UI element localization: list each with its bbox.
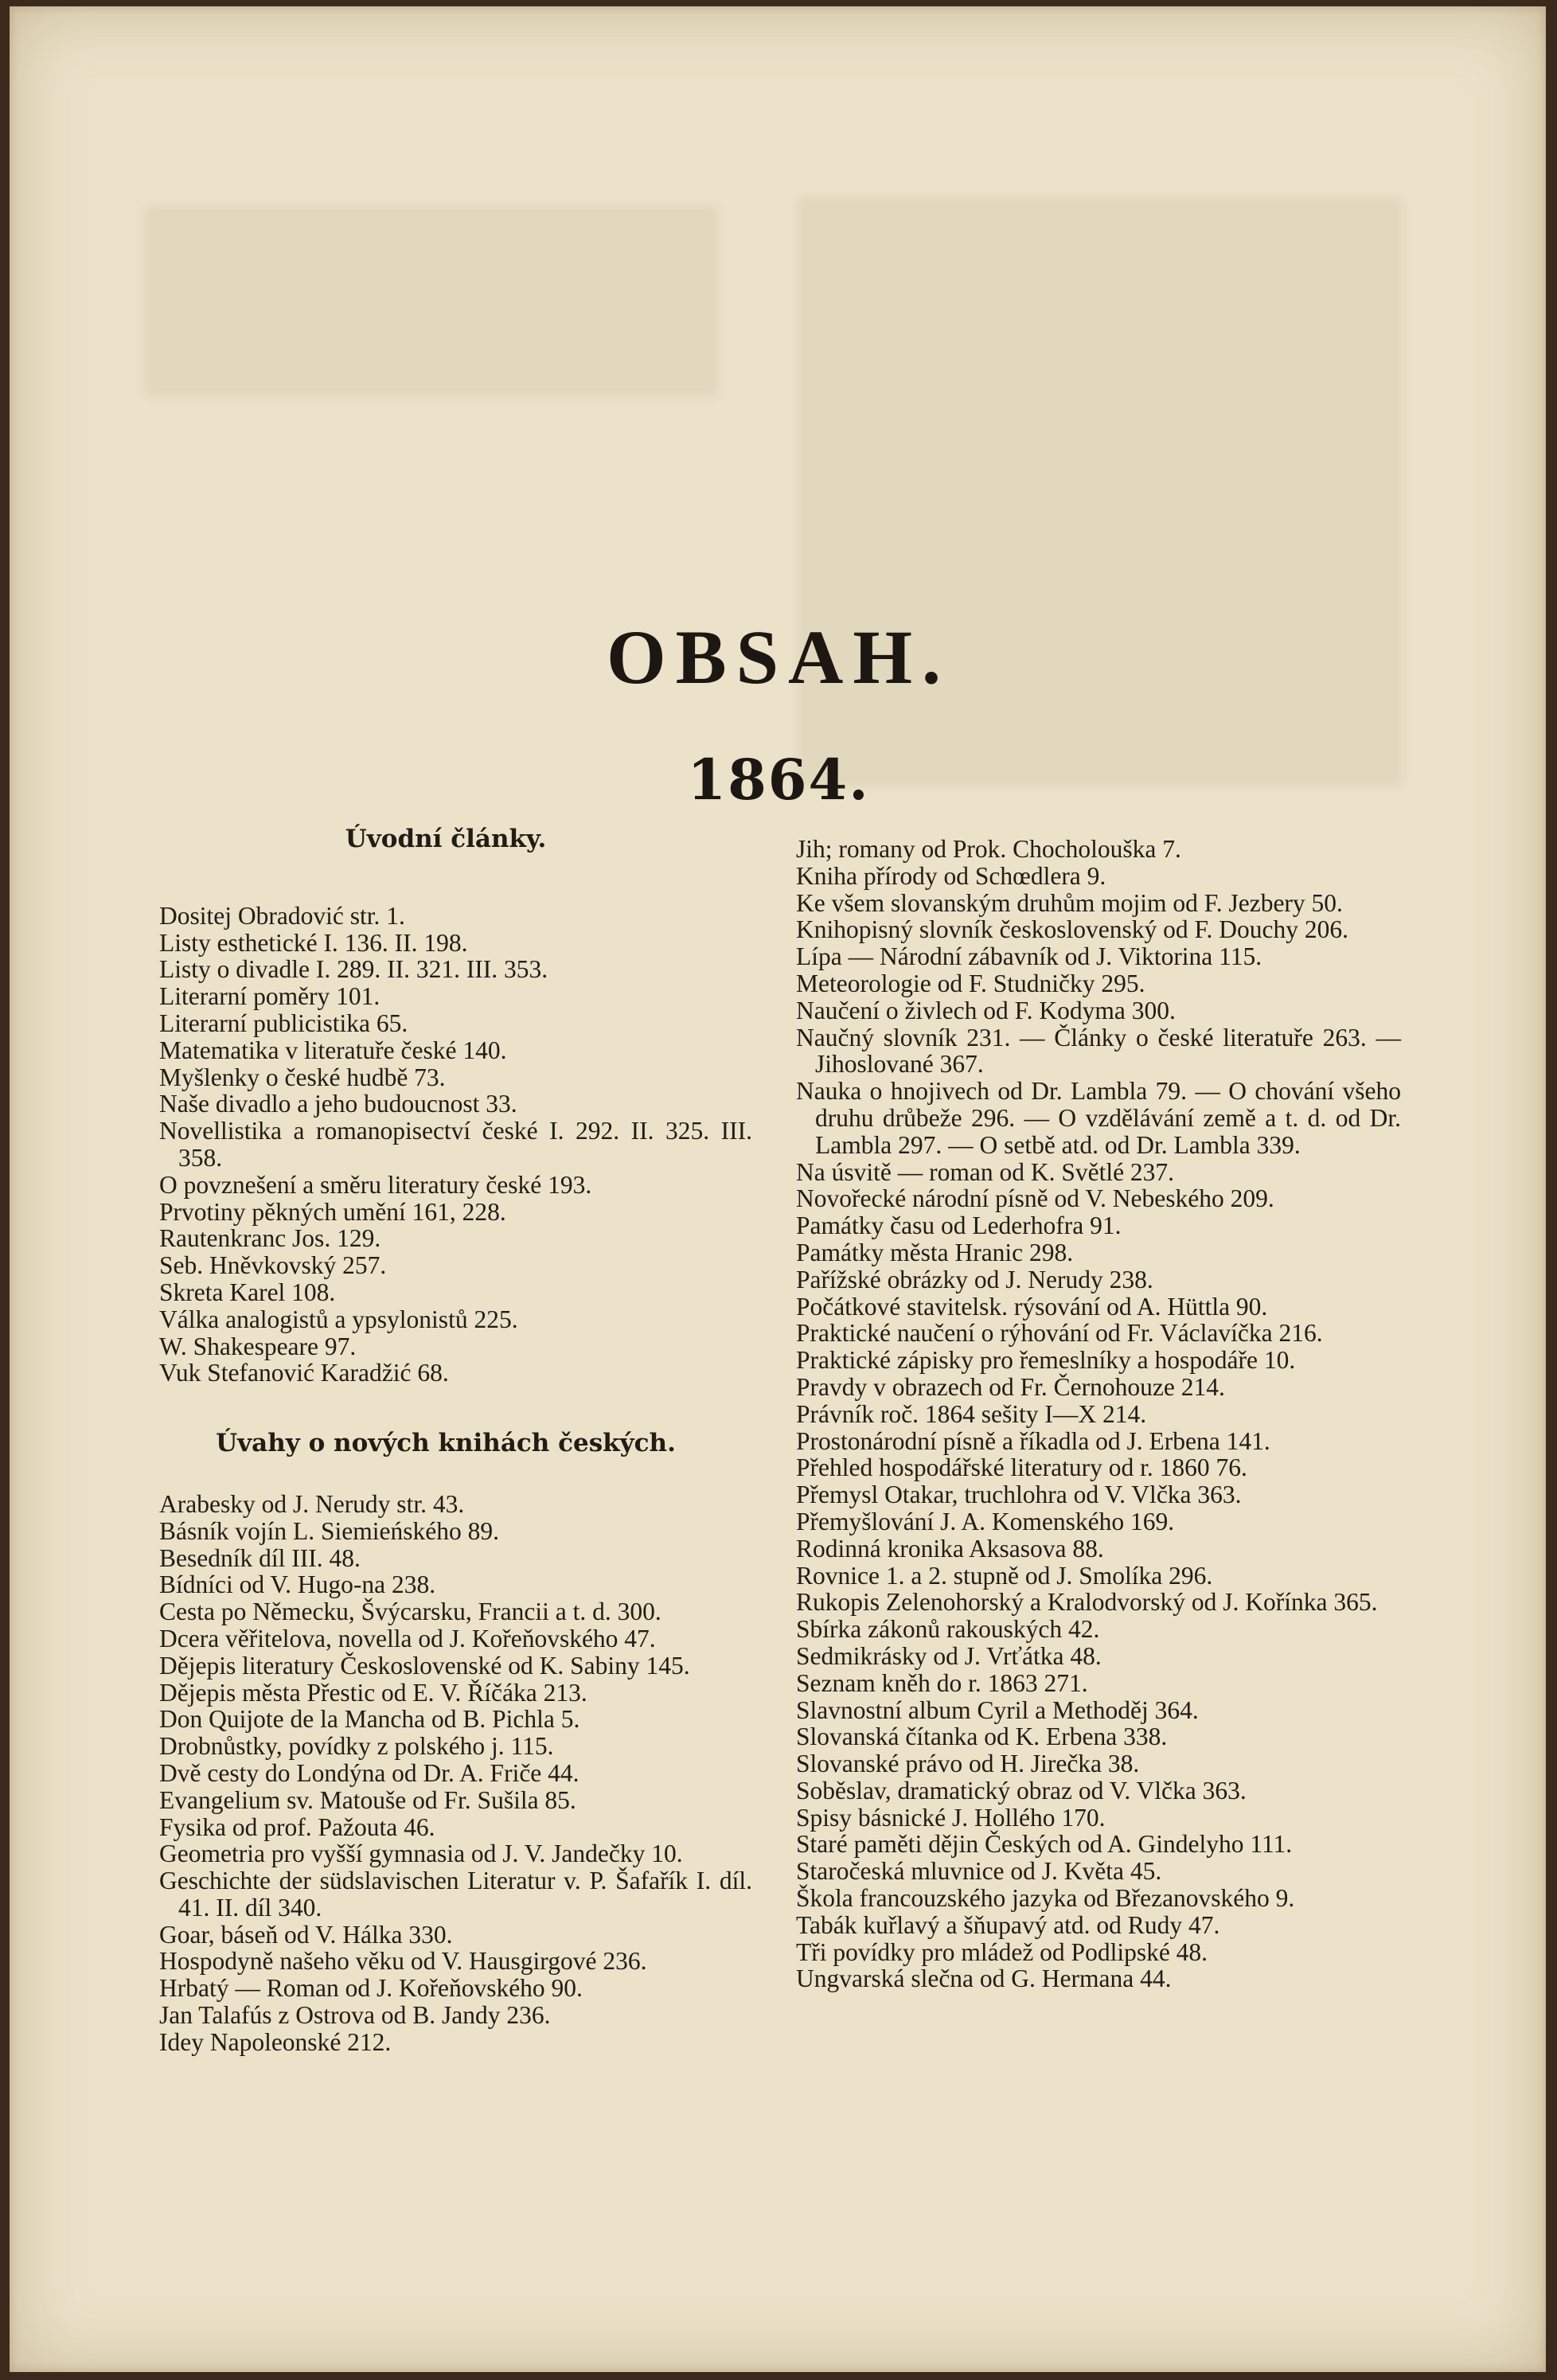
right-column	[796, 836, 1401, 1992]
toc-entry: Slovanské právo od H. Jirečka 38.	[796, 1750, 1140, 1778]
toc-entry: Rautenkranc Jos. 129.	[159, 1224, 381, 1253]
toc-entry: Vuk Stefanović Karadžić 68.	[159, 1359, 449, 1387]
bleed-through-left	[145, 205, 718, 396]
toc-entry: Knihopisný slovník československý od F. Douchy 206.	[796, 915, 1348, 944]
toc-entry: Přemyšlování J. A. Komenského 169.	[796, 1507, 1175, 1535]
toc-entry: Hospodyně našeho věku od V. Hausgirgové 236.	[159, 1947, 647, 1976]
toc-entry: Nauka o hnojivech od Dr. Lambla 79. — O chování všeho druhu drůbeže 296. — O vzdělávání země a t. d. od Dr. Lambla 297. — O setbě atd. od Dr. Lambla 339.	[796, 1077, 1401, 1159]
toc-entry: Pařížské obrázky od J. Nerudy 238.	[796, 1265, 1153, 1293]
section-heading-intro: Úvodní články.	[345, 825, 547, 853]
toc-entry: Počátkové stavitelsk. rýsování od A. Hüttla 90.	[796, 1292, 1268, 1321]
toc-entry: Válka analogistů a ypsylonistů 225.	[159, 1305, 518, 1333]
toc-entry: Prostonárodní písně a říkadla od J. Erbena 141.	[796, 1426, 1270, 1455]
year-heading: 1864.	[687, 747, 870, 813]
toc-entry: Listy esthetické I. 136. II. 198.	[159, 928, 468, 957]
toc-entry: Myšlenky o české hudbě 73.	[159, 1063, 446, 1091]
toc-entry: Kniha přírody od Schœdlera 9.	[796, 861, 1106, 890]
toc-entry: Novořecké národní písně od V. Nebeského 209.	[796, 1184, 1274, 1213]
toc-entry: Škola francouzského jazyka od Březanovského 9.	[796, 1884, 1295, 1913]
toc-entry: Staré paměti dějin Českých od A. Gindelyho 111.	[796, 1830, 1293, 1859]
toc-entry: Seznam kněh do r. 1863 271.	[796, 1668, 1088, 1697]
toc-entry: Spisy básnické J. Hollého 170.	[796, 1803, 1106, 1832]
toc-entry: O povznešení a směru literatury české 193.	[159, 1170, 592, 1199]
toc-entry: Dcera věřitelova, novella od J. Kořeňovského 47.	[159, 1624, 656, 1652]
toc-entry: Praktické naučení o rýhování od Fr. Václavíčka 216.	[796, 1319, 1323, 1348]
toc-entry: Sedmikrásky od J. Vrťátka 48.	[796, 1641, 1102, 1670]
toc-entry: Sbírka zákonů rakouských 42.	[796, 1615, 1100, 1644]
book-reviews-list	[159, 1491, 788, 2056]
toc-entry: Goar, báseň od V. Hálka 330.	[159, 1920, 453, 1949]
book-reviews-list-continued	[796, 836, 1401, 1992]
toc-entry: Besedník díl III. 48.	[159, 1543, 361, 1572]
left-column	[159, 826, 788, 2056]
toc-entry: Jih; romany od Prok. Chocholouška 7.	[796, 835, 1181, 863]
toc-entry: Cesta po Německu, Švýcarsku, Francii a t. d. 300.	[159, 1598, 661, 1626]
toc-entry: Drobnůstky, povídky z polského j. 115.	[159, 1732, 554, 1761]
toc-entry: Idey Napoleonské 212.	[159, 2027, 392, 2056]
toc-entry: Památky města Hranic 298.	[796, 1238, 1074, 1266]
toc-entry: Matematika v literatuře české 140.	[159, 1036, 507, 1064]
toc-entry: Literarní publicistika 65.	[159, 1009, 408, 1037]
toc-entry: Přehled hospodářské literatury od r. 1860 76.	[796, 1453, 1247, 1482]
toc-entry: Skreta Karel 108.	[159, 1278, 336, 1306]
toc-entry: Slavnostní album Cyril a Methoděj 364.	[796, 1695, 1199, 1724]
toc-entry: Na úsvitě — roman od K. Světlé 237.	[796, 1157, 1175, 1186]
toc-entry: Listy o divadle I. 289. II. 321. III. 353.	[159, 955, 548, 984]
toc-entry: Naše divadlo a jeho budoucnost 33.	[159, 1090, 517, 1118]
toc-entry: Dvě cesty do Londýna od Dr. A. Friče 44.	[159, 1758, 579, 1787]
toc-entry: Jan Talafús z Ostrova od B. Jandy 236.	[159, 2001, 551, 2030]
toc-entry: Praktické zápisky pro řemeslníky a hospodáře 10.	[796, 1346, 1296, 1375]
toc-entry: Rodinná kronika Aksasova 88.	[796, 1534, 1104, 1563]
toc-entry: Evangelium sv. Matouše od Fr. Sušila 85.	[159, 1785, 576, 1814]
toc-entry: Bídníci od V. Hugo-na 238.	[159, 1570, 436, 1599]
toc-entry: Soběslav, dramatický obraz od V. Vlčka 363.	[796, 1776, 1247, 1805]
toc-entry: Staročeská mluvnice od J. Květa 45.	[796, 1857, 1162, 1886]
toc-entry: Právník roč. 1864 sešity I—X 214.	[796, 1399, 1147, 1428]
toc-entry: Prvotiny pěkných umění 161, 228.	[159, 1197, 506, 1226]
intro-articles-list	[159, 903, 788, 1387]
toc-entry: Slovanská čítanka od K. Erbena 338.	[796, 1723, 1168, 1751]
toc-entry: Seb. Hněvkovský 257.	[159, 1251, 387, 1280]
toc-entry: Don Quijote de la Mancha od B. Pichla 5.	[159, 1705, 580, 1734]
toc-entry: Meteorologie od F. Studničky 295.	[796, 969, 1145, 997]
toc-entry: Geometria pro vyšší gymnasia od J. V. Jandečky 10.	[159, 1840, 683, 1868]
toc-entry: Památky času od Lederhofra 91.	[796, 1211, 1122, 1240]
toc-entry: Fysika od prof. Pažouta 46.	[159, 1812, 435, 1841]
toc-entry: Přemysl Otakar, truchlohra od V. Vlčka 363.	[796, 1481, 1242, 1509]
toc-entry: Naučení o živlech od F. Kodyma 300.	[796, 996, 1176, 1024]
section-heading-reviews: Úvahy o nových knihách českých.	[216, 1429, 676, 1458]
toc-entry: Rukopis Zelenohorský a Kralodvorský od J. Kořínka 365.	[796, 1588, 1378, 1617]
toc-entry: Tabák kuřlavý a šňupavý atd. od Rudy 47.	[796, 1910, 1220, 1939]
toc-entry: Hrbatý — Roman od J. Kořeňovského 90.	[159, 1974, 583, 2003]
toc-entry: Dějepis literatury Československé od K. Sabiny 145.	[159, 1651, 690, 1680]
page-title: OBSAH.	[606, 615, 951, 700]
toc-entry: Arabesky od J. Nerudy str. 43.	[159, 1489, 465, 1518]
toc-entry: Geschichte der südslavischen Literatur v. P. Šafařík I. díl. 41. II. díl 340.	[159, 1867, 752, 1922]
toc-entry: Dějepis města Přestic od E. V. Říčáka 213.	[159, 1678, 587, 1707]
toc-entry: Tři povídky pro mládež od Podlipské 48.	[796, 1937, 1208, 1966]
toc-entry: W. Shakespeare 97.	[159, 1332, 357, 1360]
toc-entry: Pravdy v obrazech od Fr. Černohouze 214.	[796, 1372, 1225, 1401]
toc-entry: Básník vojín L. Siemieńského 89.	[159, 1516, 499, 1545]
toc-entry: Dositej Obradović str. 1.	[159, 901, 405, 930]
toc-entry: Literarní poměry 101.	[159, 982, 380, 1011]
toc-entry: Ke všem slovanským druhům mojim od F. Jezbery 50.	[796, 888, 1343, 917]
toc-entry: Rovnice 1. a 2. stupně od J. Smolíka 296.	[796, 1561, 1213, 1590]
toc-entry: Naučný slovník 231. — Články o české literatuře 263. — Jihoslované 367.	[796, 1023, 1401, 1079]
toc-entry: Ungvarská slečna od G. Hermana 44.	[796, 1964, 1172, 1993]
toc-entry: Novellistika a romanopisectví české I. 292. II. 325. III. 358.	[159, 1117, 752, 1172]
toc-entry: Lípa — Národní zábavník od J. Viktorina 115.	[796, 942, 1262, 971]
